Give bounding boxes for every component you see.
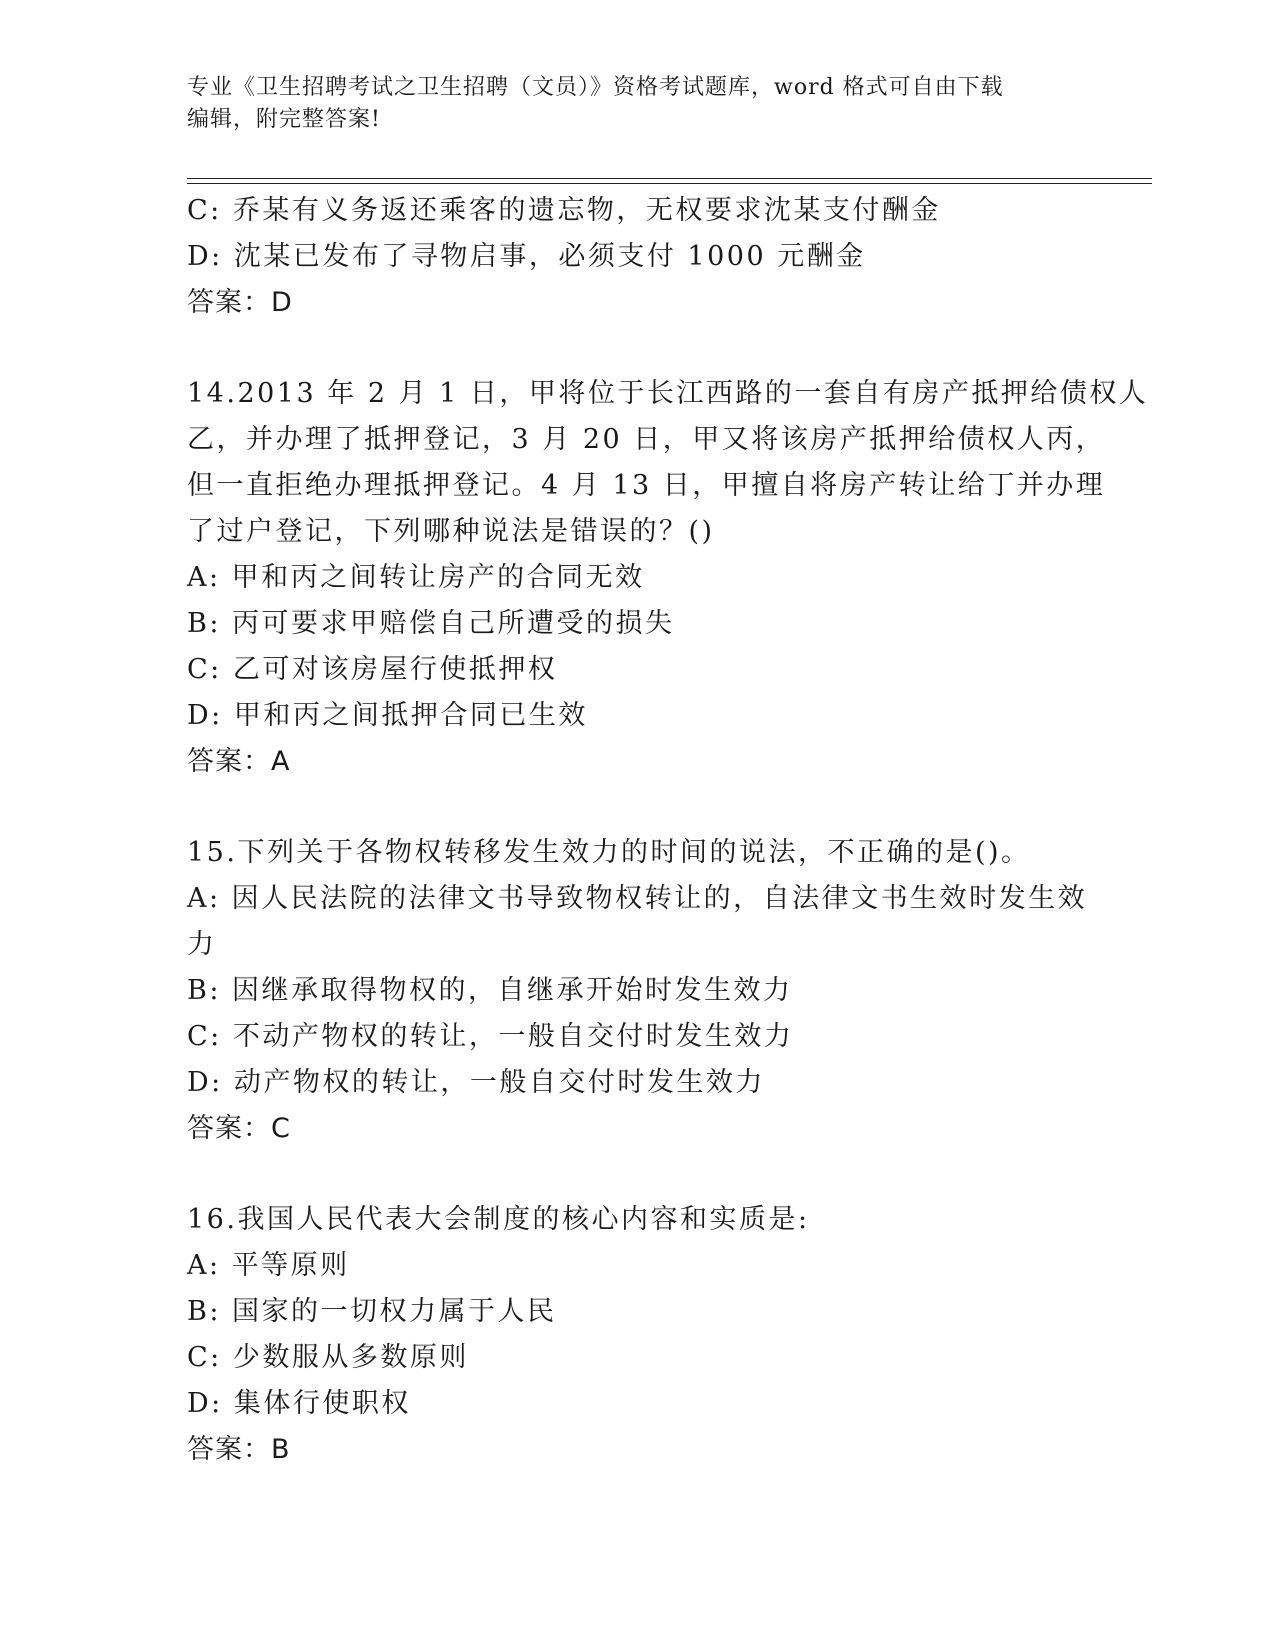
header-line-2: 编辑，附完整答案! <box>187 107 381 132</box>
option-b: B: 国家的一切权力属于人民 <box>187 1296 557 1327</box>
answer: 答案：B <box>187 1434 291 1465</box>
option-b: B: 因继承取得物权的，自继承开始时发生效力 <box>187 975 793 1006</box>
header-line-1: 专业《卫生招聘考试之卫生招聘（文员）》资格考试题库，word 格式可自由下载 <box>187 75 1004 100</box>
option-c: C: 乔某有义务返还乘客的遗忘物，无权要求沈某支付酬金 <box>187 195 941 226</box>
answer: 答案：C <box>187 1113 291 1144</box>
header-rule-top <box>187 178 1152 179</box>
option-a: A: 甲和丙之间转让房产的合同无效 <box>187 562 645 593</box>
question-13-tail <box>187 188 1097 326</box>
document-header <box>187 72 1087 136</box>
option-a: A: 平等原则 <box>187 1250 350 1281</box>
option-a-continued: 力 <box>187 929 217 960</box>
answer: 答案：A <box>187 746 291 777</box>
question-stem: 16.我国人民代表大会制度的核心内容和实质是: <box>187 1204 810 1235</box>
question-stem-line: 了过户登记，下列哪种说法是错误的？() <box>187 516 715 547</box>
question-14 <box>187 371 1149 785</box>
question-stem: 15.下列关于各物权转移发生效力的时间的说法，不正确的是()。 <box>187 837 1031 868</box>
header-rule-bottom <box>187 183 1152 184</box>
option-a: A: 因人民法院的法律文书导致物权转让的，自法律文书生效时发生效 <box>187 883 1088 914</box>
option-c: C: 乙可对该房屋行使抵押权 <box>187 654 558 685</box>
spacer <box>187 785 1097 830</box>
question-15 <box>187 830 1097 1152</box>
spacer <box>187 326 1097 371</box>
document-body <box>187 188 1149 1473</box>
question-stem-line: 14.2013 年 2 月 1 日，甲将位于长江西路的一套自有房产抵押给债权人 <box>187 378 1149 409</box>
spacer <box>187 1152 1097 1197</box>
option-c: C: 少数服从多数原则 <box>187 1342 469 1373</box>
option-d: D: 甲和丙之间抵押合同已生效 <box>187 700 588 731</box>
option-b: B: 丙可要求甲赔偿自己所遭受的损失 <box>187 608 675 639</box>
option-d: D: 动产物权的转让，一般自交付时发生效力 <box>187 1067 765 1098</box>
question-16 <box>187 1197 1097 1473</box>
answer: 答案：D <box>187 287 293 318</box>
question-stem-line: 乙，并办理了抵押登记，3 月 20 日，甲又将该房产抵押给债权人丙， <box>187 424 1106 455</box>
question-stem-line: 但一直拒绝办理抵押登记。4 月 13 日，甲擅自将房产转让给丁并办理 <box>187 470 1106 501</box>
option-d: D: 集体行使职权 <box>187 1388 411 1419</box>
option-c: C: 不动产物权的转让，一般自交付时发生效力 <box>187 1021 794 1052</box>
option-d: D: 沈某已发布了寻物启事，必须支付 1000 元酬金 <box>187 241 866 272</box>
